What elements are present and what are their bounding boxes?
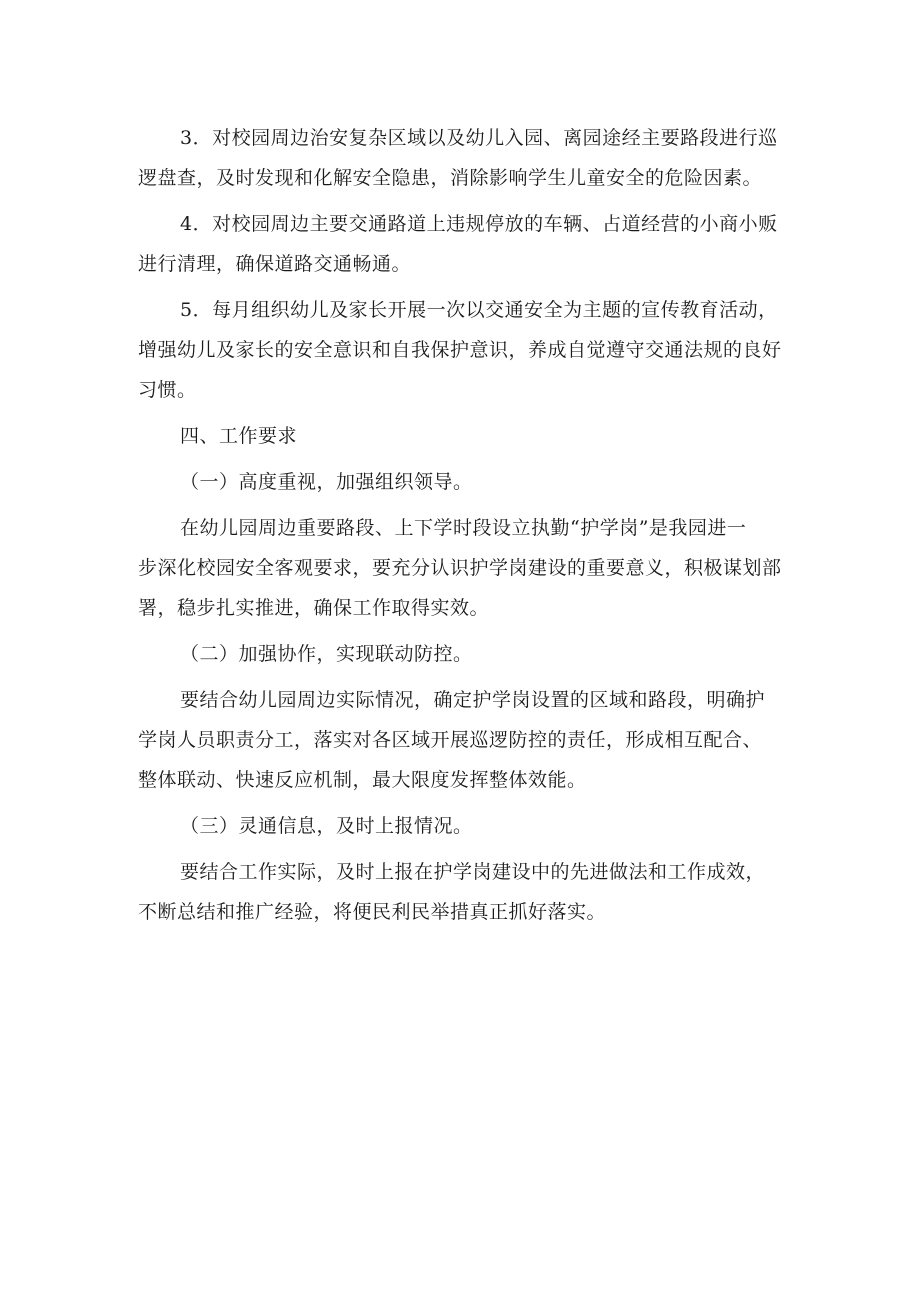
paragraph-body-3 bbox=[138, 852, 806, 932]
text-line: 5．每月组织幼儿及家长开展一次以交通安全为主题的宣传教育活动， bbox=[180, 299, 778, 321]
paragraph-body-2 bbox=[138, 680, 806, 800]
text-line: 3．对校园周边治安复杂区域以及幼儿入园、离园途经主要路段进行巡 bbox=[180, 127, 778, 149]
paragraph-item-5 bbox=[138, 290, 806, 410]
subsection-heading-2 bbox=[138, 634, 806, 674]
subsection-heading-1 bbox=[138, 462, 806, 502]
paragraph-item-4 bbox=[138, 204, 806, 284]
subsection-heading-3 bbox=[138, 806, 806, 846]
text-line: 不断总结和推广经验，将便民利民举措真正抓好落实。 bbox=[138, 901, 607, 923]
section-heading bbox=[138, 416, 806, 456]
text-line: 学岗人员职责分工，落实对各区域开展巡逻防控的责任，形成相互配合、 bbox=[138, 729, 763, 751]
text-line: 习惯。 bbox=[138, 379, 197, 401]
text-line: 逻盘查，及时发现和化解安全隐患，消除影响学生儿童安全的危险因素。 bbox=[138, 167, 763, 189]
paragraph-item-3 bbox=[138, 118, 806, 198]
text-line: 增强幼儿及家长的安全意识和自我保护意识，养成自觉遵守交通法规的良好 bbox=[138, 339, 782, 361]
heading-text: （一）高度重视，加强组织领导。 bbox=[180, 471, 473, 493]
text-line: 要结合幼儿园周边实际情况，确定护学岗设置的区域和路段，明确护 bbox=[180, 689, 766, 711]
heading-text: （二）加强协作，实现联动防控。 bbox=[180, 643, 473, 665]
document-body bbox=[138, 118, 806, 938]
text-line: 4．对校园周边主要交通路道上违规停放的车辆、占道经营的小商小贩 bbox=[180, 213, 778, 235]
text-line: 在幼儿园周边重要路段、上下学时段设立执勤“护学岗”是我园进一 bbox=[180, 517, 747, 539]
text-line: 步深化校园安全客观要求，要充分认识护学岗建设的重要意义，积极谋划部 bbox=[138, 557, 782, 579]
paragraph-body-1 bbox=[138, 508, 806, 628]
text-line: 进行清理，确保道路交通畅通。 bbox=[138, 253, 412, 275]
heading-text: 四、工作要求 bbox=[180, 425, 298, 447]
text-line: 整体联动、快速反应机制，最大限度发挥整体效能。 bbox=[138, 769, 587, 791]
heading-text: （三）灵通信息，及时上报情况。 bbox=[180, 815, 473, 837]
text-line: 署，稳步扎实推进，确保工作取得实效。 bbox=[138, 597, 490, 619]
text-line: 要结合工作实际，及时上报在护学岗建设中的先进做法和工作成效， bbox=[180, 861, 766, 883]
